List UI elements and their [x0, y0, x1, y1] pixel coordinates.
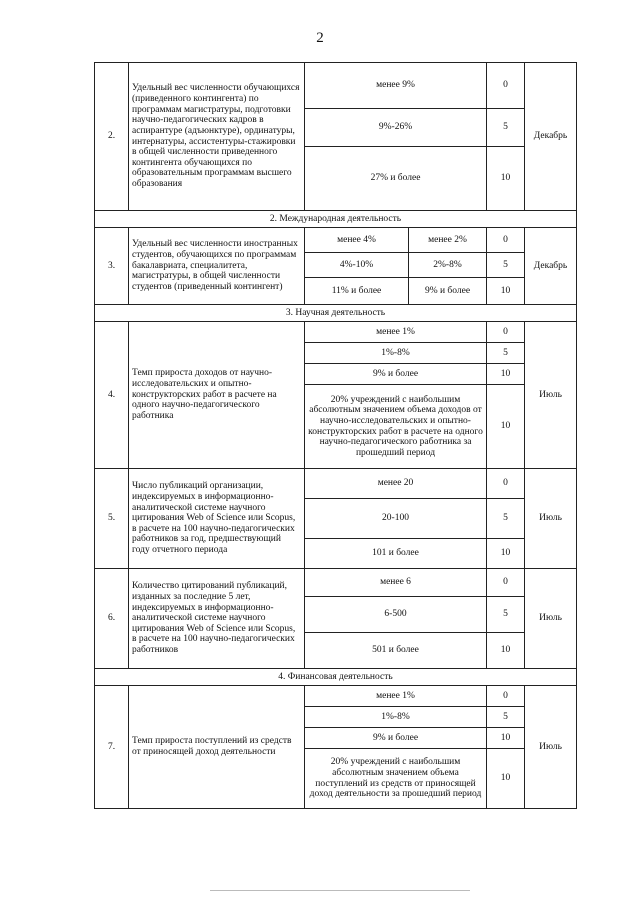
table-row [95, 322, 577, 343]
table-row [95, 228, 577, 253]
row-number: 2. [95, 63, 129, 211]
indicator-text: Удельный вес численности иностранных студентов, обучающихся по программам бакалавриата, специалитета, магистратуры, в общей численности студентов (приведенный контингент) [129, 228, 305, 305]
period-cell: Июль [525, 569, 577, 669]
points-cell: 0 [487, 686, 525, 707]
criterion-cell: 101 и более [305, 539, 487, 569]
section-title: 2. Международная деятельность [95, 211, 577, 228]
points-cell: 0 [487, 63, 525, 109]
indicator-text: Число публикаций организации, индексируемых в информационно-аналитической системе научного цитирования Web of Science или Scopus, в расчете на 100 научно-педагогических работников за год, предшествующий году отчетного периода [129, 469, 305, 569]
criterion-cell: менее 20 [305, 469, 487, 499]
section-row [95, 211, 577, 228]
section-title: 4. Финансовая деятельность [95, 669, 577, 686]
criterion-cell: 9%-26% [305, 109, 487, 147]
points-cell: 0 [487, 569, 525, 597]
points-cell: 10 [487, 278, 525, 305]
criterion-cell: менее 2% [409, 228, 487, 253]
points-cell: 10 [487, 364, 525, 385]
points-cell: 10 [487, 728, 525, 749]
row-number: 3. [95, 228, 129, 305]
criterion-cell: 27% и более [305, 147, 487, 211]
row-number: 7. [95, 686, 129, 809]
section-row [95, 669, 577, 686]
criterion-cell: 1%-8% [305, 707, 487, 728]
points-cell: 10 [487, 749, 525, 809]
criterion-cell: 2%-8% [409, 253, 487, 278]
row-number: 5. [95, 469, 129, 569]
criterion-cell: 11% и более [305, 278, 409, 305]
criterion-cell: 1%-8% [305, 343, 487, 364]
row-number: 6. [95, 569, 129, 669]
points-cell: 5 [487, 597, 525, 633]
criterion-cell: 4%-10% [305, 253, 409, 278]
criterion-cell: 9% и более [409, 278, 487, 305]
section-row [95, 305, 577, 322]
criterion-cell: 9% и более [305, 364, 487, 385]
criterion-cell: менее 6 [305, 569, 487, 597]
page-number: 2 [316, 30, 324, 46]
points-cell: 10 [487, 539, 525, 569]
criterion-cell: менее 9% [305, 63, 487, 109]
period-cell: Июль [525, 469, 577, 569]
indicator-text: Темп прироста доходов от научно-исследовательских и опытно-конструкторских работ в расчете на одного научно-педагогического работника [129, 322, 305, 469]
points-cell: 0 [487, 469, 525, 499]
criterion-cell: 9% и более [305, 728, 487, 749]
points-cell: 5 [487, 707, 525, 728]
points-cell: 10 [487, 385, 525, 469]
points-cell: 5 [487, 499, 525, 539]
table-row [95, 63, 577, 109]
criterion-cell: 6-500 [305, 597, 487, 633]
criterion-cell: 20% учреждений с наибольшим абсолютным значением объема доходов от научно-исследовательских и опытно-конструкторских работ в расчете на одного научно-педагогического работника за прошедший период [305, 385, 487, 469]
indicator-text: Удельный вес численности обучающихся (приведенного контингента) по программам магистратуры, подготовки научно-педагогических кадров в аспирантуре (адъюнктуре), ординатуры, интернатуры, ассистентуры-стажировки в общей численности приведенного контингента обучающихся по образовательным программам высшего образования [129, 63, 305, 211]
period-cell: Июль [525, 322, 577, 469]
criterion-cell: 20% учреждений с наибольшим абсолютным значением объема поступлений из средств от приносящей доход деятельности за прошедший период [305, 749, 487, 809]
points-cell: 0 [487, 228, 525, 253]
period-cell: Июль [525, 686, 577, 809]
criterion-cell: менее 4% [305, 228, 409, 253]
table-row [95, 686, 577, 707]
period-cell: Декабрь [525, 228, 577, 305]
criterion-cell: 501 и более [305, 633, 487, 669]
indicator-text: Темп прироста поступлений из средств от приносящей доход деятельности [129, 686, 305, 809]
scan-edge-line [210, 890, 470, 891]
points-cell: 5 [487, 253, 525, 278]
table-row [95, 569, 577, 597]
section-title: 3. Научная деятельность [95, 305, 577, 322]
points-cell: 10 [487, 633, 525, 669]
criterion-cell: 20-100 [305, 499, 487, 539]
points-cell: 10 [487, 147, 525, 211]
indicators-table [94, 62, 577, 809]
criterion-cell: менее 1% [305, 322, 487, 343]
table-row [95, 469, 577, 499]
period-cell: Декабрь [525, 63, 577, 211]
points-cell: 0 [487, 322, 525, 343]
points-cell: 5 [487, 109, 525, 147]
points-cell: 5 [487, 343, 525, 364]
indicator-text: Количество цитирований публикаций, изданных за последние 5 лет, индексируемых в информационно-аналитической системе научного цитирования Web of Science или Scopus, в расчете на 100 научно-педагогических работников [129, 569, 305, 669]
row-number: 4. [95, 322, 129, 469]
criterion-cell: менее 1% [305, 686, 487, 707]
